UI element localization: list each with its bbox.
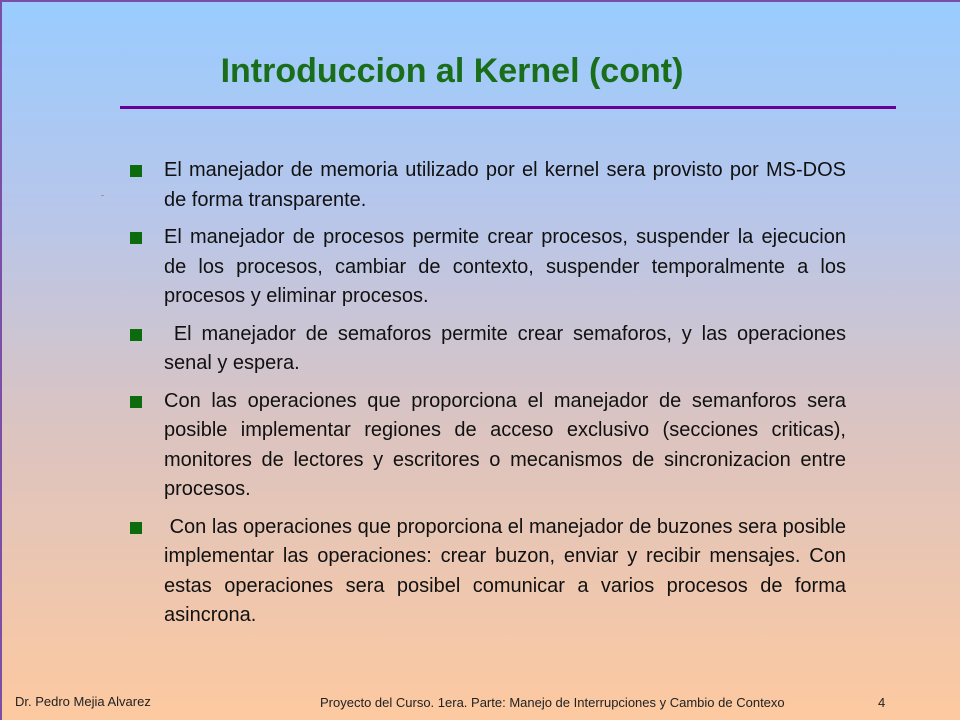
- bullet-item-semaphores: [130, 320, 852, 379]
- slide-title: Introduccion al Kernel (cont): [220, 52, 684, 90]
- footer-course: Proyecto del Curso. 1era. Parte: Manejo de Interrupciones y Cambio de Contexo: [320, 695, 785, 710]
- square-bullet-icon: [130, 232, 142, 244]
- bullet-text: Con las operaciones que proporciona el manejador de semanforos sera posible implementar regiones de acceso exclusivo (secciones criticas), monitores de lectores y escritores o mecanismos de sincronizacion entre procesos.: [164, 389, 846, 500]
- bullet-text: El manejador de procesos permite crear procesos, suspender la ejecucion de los procesos, cambiar de contexto, suspender temporalmente a los procesos y eliminar procesos.: [164, 226, 846, 307]
- square-bullet-icon: [130, 522, 142, 534]
- bullet-item-processes: [130, 223, 846, 312]
- bullet-list: [130, 156, 852, 639]
- page-number: 4: [878, 695, 886, 710]
- bullet-text: El manejador de semaforos permite crear semaforos, y las operaciones senal y espera.: [164, 322, 852, 374]
- square-bullet-icon: [130, 329, 142, 341]
- bullet-item-memory: [130, 156, 846, 215]
- bullet-item-mailboxes: [130, 513, 852, 631]
- bullet-item-sync: [130, 387, 846, 505]
- footer-author: Dr. Pedro Mejia Alvarez: [15, 694, 151, 709]
- title-underline: [120, 106, 896, 109]
- bullet-text: Con las operaciones que proporciona el manejador de buzones sera posible implementar las operaciones: crear buzon, enviar y recibir mensajes. Con estas operaciones sera posibel comunicar a varios procesos de forma asincrona.: [164, 515, 852, 626]
- bullet-text: El manejador de memoria utilizado por el kernel sera provisto por MS-DOS de forma transparente.: [164, 159, 846, 211]
- square-bullet-icon: [130, 396, 142, 408]
- stray-mark: [101, 195, 104, 196]
- square-bullet-icon: [130, 165, 142, 177]
